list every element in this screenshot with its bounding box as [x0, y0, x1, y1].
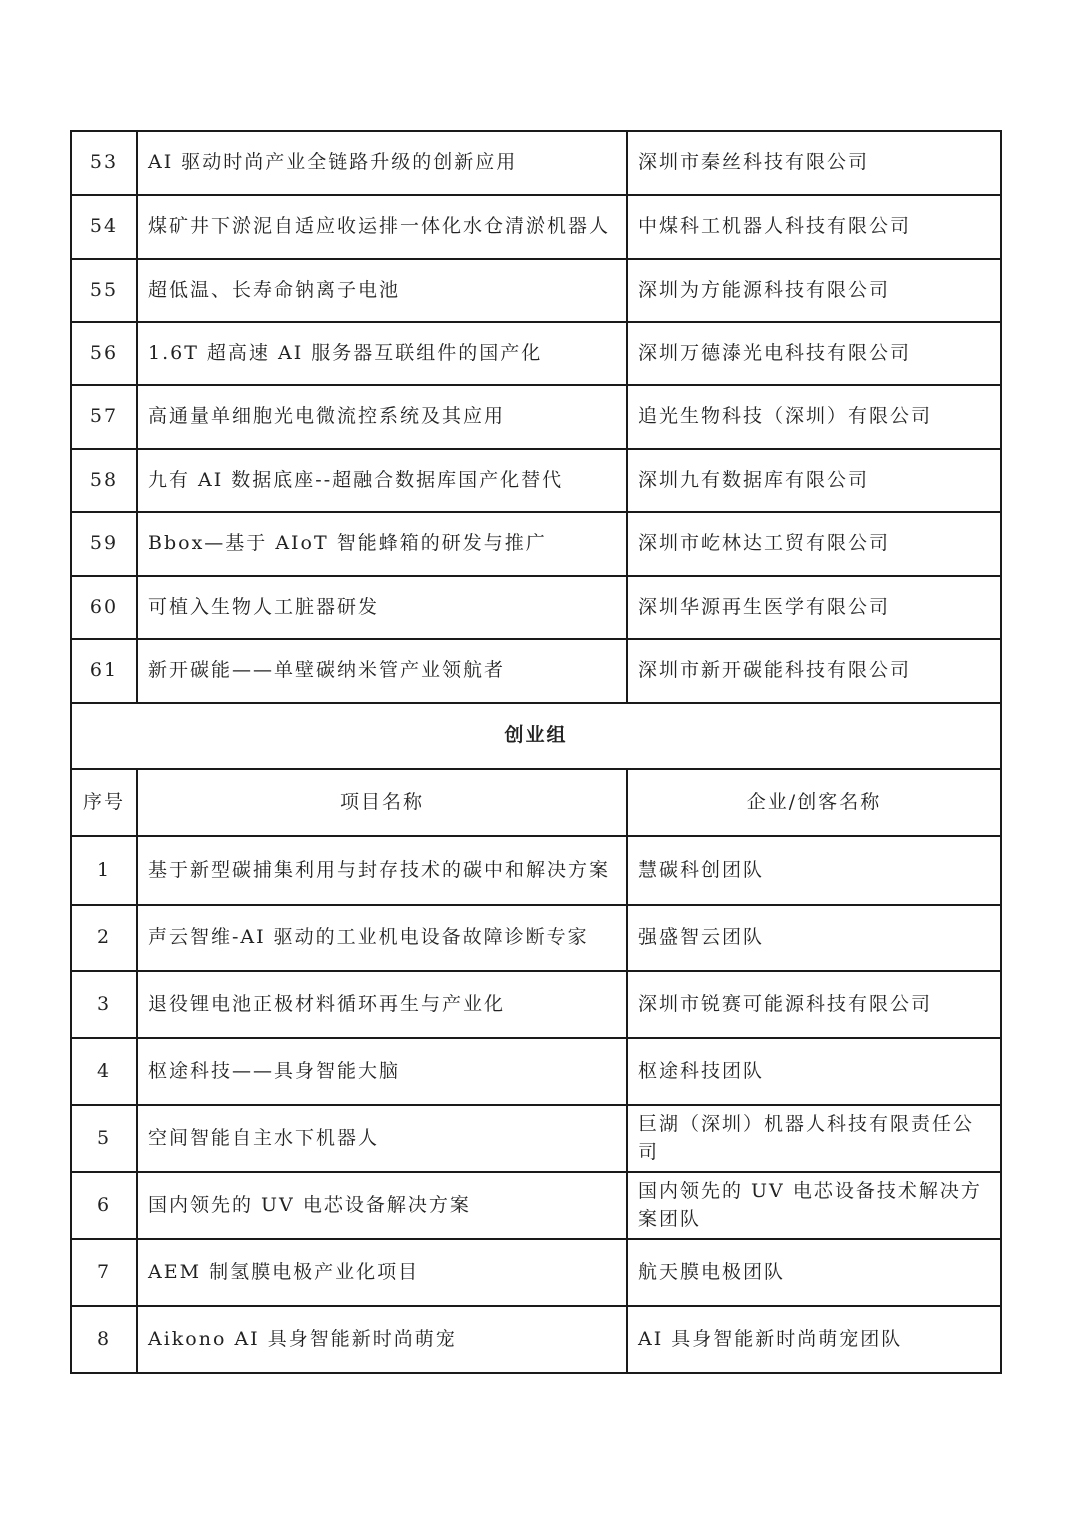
row-number: 2 — [71, 905, 137, 971]
table-row — [71, 639, 1001, 703]
table-row — [71, 322, 1001, 385]
row-number: 4 — [71, 1038, 137, 1105]
row-number: 8 — [71, 1306, 137, 1373]
row-number: 58 — [71, 449, 137, 512]
project-name: AEM 制氢膜电极产业化项目 — [137, 1239, 627, 1306]
company-name: 深圳为方能源科技有限公司 — [627, 259, 1001, 322]
table-row — [71, 905, 1001, 971]
project-name: 九有 AI 数据底座--超融合数据库国产化替代 — [137, 449, 627, 512]
header-project-name: 项目名称 — [137, 769, 627, 836]
table-row — [71, 1105, 1001, 1172]
company-name: 追光生物科技（深圳）有限公司 — [627, 385, 1001, 449]
company-name: 深圳市秦丝科技有限公司 — [627, 131, 1001, 195]
table-row — [71, 449, 1001, 512]
company-name: 强盛智云团队 — [627, 905, 1001, 971]
project-name: 声云智维-AI 驱动的工业机电设备故障诊断专家 — [137, 905, 627, 971]
project-name: 国内领先的 UV 电芯设备解决方案 — [137, 1172, 627, 1239]
table-row — [71, 259, 1001, 322]
table-row — [71, 836, 1001, 905]
project-name: 可植入生物人工脏器研发 — [137, 576, 627, 639]
company-name: 慧碳科创团队 — [627, 836, 1001, 905]
project-name: 基于新型碳捕集利用与封存技术的碳中和解决方案 — [137, 836, 627, 905]
row-number: 57 — [71, 385, 137, 449]
table-row — [71, 512, 1001, 576]
row-number: 54 — [71, 195, 137, 259]
project-name: 超低温、长寿命钠离子电池 — [137, 259, 627, 322]
company-name: 深圳万德溙光电科技有限公司 — [627, 322, 1001, 385]
project-name: Aikono AI 具身智能新时尚萌宠 — [137, 1306, 627, 1373]
row-number: 55 — [71, 259, 137, 322]
table-row — [71, 1239, 1001, 1306]
table-row — [71, 576, 1001, 639]
company-name: AI 具身智能新时尚萌宠团队 — [627, 1306, 1001, 1373]
project-list-table — [70, 130, 1002, 1374]
company-name: 枢途科技团队 — [627, 1038, 1001, 1105]
company-name: 深圳市屹林达工贸有限公司 — [627, 512, 1001, 576]
table-row — [71, 131, 1001, 195]
section-row — [71, 703, 1001, 769]
company-name: 航天膜电极团队 — [627, 1239, 1001, 1306]
company-name: 深圳市新开碳能科技有限公司 — [627, 639, 1001, 703]
table-row — [71, 1038, 1001, 1105]
project-name: 退役锂电池正极材料循环再生与产业化 — [137, 971, 627, 1038]
row-number: 1 — [71, 836, 137, 905]
row-number: 7 — [71, 1239, 137, 1306]
project-name: AI 驱动时尚产业全链路升级的创新应用 — [137, 131, 627, 195]
table-row — [71, 385, 1001, 449]
row-number: 56 — [71, 322, 137, 385]
company-name: 深圳九有数据库有限公司 — [627, 449, 1001, 512]
project-name: 新开碳能——单壁碳纳米管产业领航者 — [137, 639, 627, 703]
row-number: 6 — [71, 1172, 137, 1239]
project-name: 1.6T 超高速 AI 服务器互联组件的国产化 — [137, 322, 627, 385]
header-company-name: 企业/创客名称 — [627, 769, 1001, 836]
project-name: 高通量单细胞光电微流控系统及其应用 — [137, 385, 627, 449]
project-name: 煤矿井下淤泥自适应收运排一体化水仓清淤机器人 — [137, 195, 627, 259]
table-row — [71, 195, 1001, 259]
project-name: 枢途科技——具身智能大脑 — [137, 1038, 627, 1105]
project-name: Bbox—基于 AIoT 智能蜂箱的研发与推广 — [137, 512, 627, 576]
company-name: 巨湖（深圳）机器人科技有限责任公司 — [627, 1105, 1001, 1172]
project-name: 空间智能自主水下机器人 — [137, 1105, 627, 1172]
company-name: 深圳华源再生医学有限公司 — [627, 576, 1001, 639]
company-name: 国内领先的 UV 电芯设备技术解决方案团队 — [627, 1172, 1001, 1239]
row-number: 3 — [71, 971, 137, 1038]
row-number: 53 — [71, 131, 137, 195]
row-number: 60 — [71, 576, 137, 639]
header-number: 序号 — [71, 769, 137, 836]
table-row — [71, 1306, 1001, 1373]
table-row — [71, 971, 1001, 1038]
row-number: 59 — [71, 512, 137, 576]
header-row — [71, 769, 1001, 836]
section-title: 创业组 — [71, 703, 1001, 769]
company-name: 中煤科工机器人科技有限公司 — [627, 195, 1001, 259]
row-number: 5 — [71, 1105, 137, 1172]
company-name: 深圳市锐赛可能源科技有限公司 — [627, 971, 1001, 1038]
row-number: 61 — [71, 639, 137, 703]
table-row — [71, 1172, 1001, 1239]
